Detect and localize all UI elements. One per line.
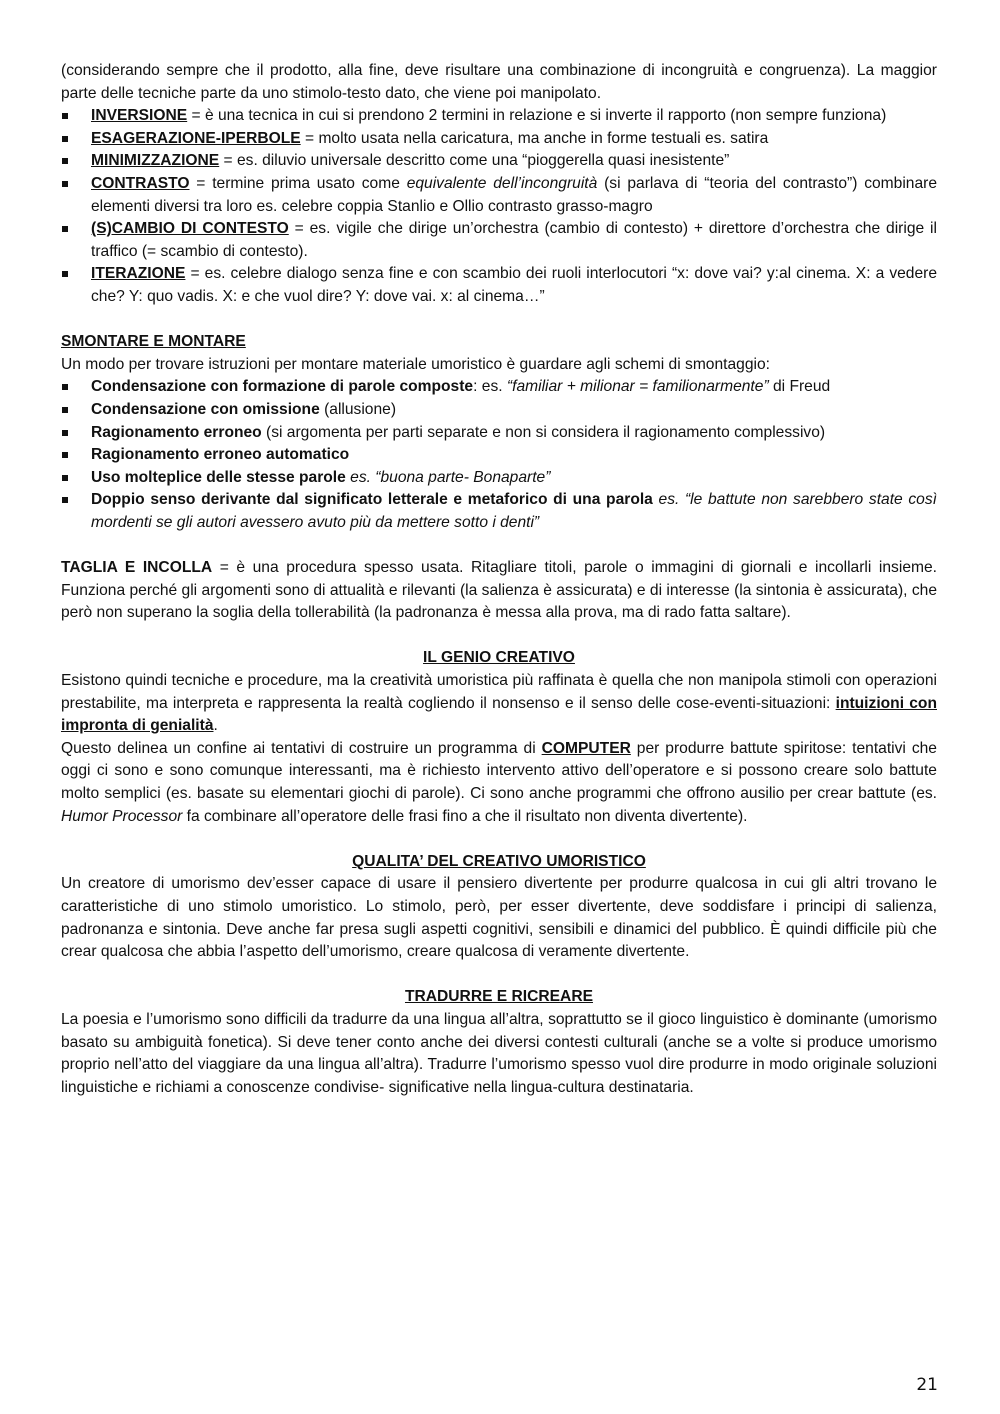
section-heading-tradurre: [61, 986, 937, 1009]
computer-emphasis: COMPUTER: [541, 739, 631, 757]
heading-text: TRADURRE E RICREARE: [404, 988, 593, 1006]
smontare-list: [61, 376, 937, 534]
genio-paragraph-2: [61, 738, 937, 828]
list-item: [61, 173, 937, 218]
item-text: : es.: [473, 378, 507, 396]
intro-paragraph: (considerando sempre che il prodotto, alla fine, deve risultare una combinazione di incongruità e congruenza). La maggior parte delle tecniche parte da uno stimolo-testo dato, che viene poi manipolato.: [61, 62, 937, 102]
item-italic: es. “buona parte- Bonaparte”: [350, 468, 551, 486]
humor-processor-italic: Humor Processor: [61, 807, 183, 825]
list-item: [61, 263, 937, 308]
heading-text: SMONTARE E MONTARE: [61, 333, 246, 351]
item-text: di Freud: [768, 378, 831, 396]
item-text: = è una tecnica in cui si prendono 2 termini in relazione e si inverte il rapporto (non sempre funziona): [187, 107, 887, 125]
list-item: [61, 467, 937, 490]
item-text: (si parlava di “teoria del contrasto”) combinare elementi diversi tra loro es. celebre coppia Stanlio e Ollio contrasto grasso-magro: [91, 174, 938, 215]
item-text: = molto usata nella caricatura, ma anche in forme testuali es. satira: [300, 129, 769, 147]
section-heading-smontare: [61, 331, 937, 354]
term-iterazione: ITERAZIONE: [91, 265, 186, 283]
item-text: = es. diluvio universale descritto come una “pioggerella quasi inesistente”: [219, 152, 730, 170]
list-item: [61, 422, 937, 445]
spacer: [61, 828, 937, 851]
item-text: = es. vigile che dirige un’orchestra (cambio di contesto) + direttore d’orchestra che dirige il traffico (= scambio di contesto).: [91, 220, 937, 260]
taglia-term: TAGLIA E INCOLLA: [61, 559, 213, 577]
item-text: (allusione): [319, 400, 397, 418]
techniques-list: [61, 105, 937, 308]
item-text: = es. celebre dialogo senza fine e con scambio dei ruoli interlocutori “x: dove vai? y:al cinema. X: a vedere che? Y: quo vadis. X: e che vuol dire? Y: dove vai. x: al cinema…”: [91, 265, 937, 305]
section-heading-genio: [61, 647, 937, 670]
term-inversione: INVERSIONE: [91, 107, 188, 125]
list-item: [61, 399, 937, 422]
item-bold: Uso molteplice delle stesse parole: [91, 468, 346, 486]
list-item: [61, 376, 937, 399]
smontare-intro: Un modo per trovare istruzioni per montare materiale umoristico è guardare agli schemi di smontaggio:: [61, 355, 770, 373]
page-number: 21: [916, 1375, 938, 1395]
spacer: [61, 534, 937, 557]
paragraph-text: Questo delinea un confine ai tentativi di costruire un programma di: [61, 739, 542, 757]
item-bold: Condensazione con omissione: [91, 400, 320, 418]
tradurre-paragraph: La poesia e l’umorismo sono difficili da tradurre da una lingua all’altra, soprattutto se il gioco linguistico è dominante (umorismo basato su ambiguità fonetica). Si deve tener conto anche dei diversi contesti culturali (anche se a volte si produce umorismo proprio nell’atto del viaggiare da una lingua all’altra). Tradurre l’umorismo spesso vuol dire produrre in modo originale soluzioni linguistiche e richiami a conoscenze condivise- significative nella lingua-cultura destinataria.: [61, 1010, 937, 1096]
list-item: [61, 444, 937, 467]
heading-text: QUALITA’ DEL CREATIVO UMORISTICO: [352, 852, 646, 870]
term-minimizzazione: MINIMIZZAZIONE: [91, 152, 220, 170]
paragraph-text: = è una procedura spesso usata. Ritagliare titoli, parole o immagini di giornali e incollarli insieme. Funziona perché gli argomenti sono di attualità e rilevanti (la salienza è assicurata) e di interesse (la sintonia è assicurata), che però non superano la soglia della tollerabilità (la padronanza è messa alla prova, ma di rado fatta saltare).: [61, 559, 937, 622]
heading-text: IL GENIO CREATIVO: [423, 649, 575, 667]
spacer: [61, 625, 937, 648]
term-contrasto: CONTRASTO: [91, 174, 190, 192]
paragraph-text: .: [213, 717, 218, 735]
item-italic: equivalente dell’incongruità: [406, 174, 598, 192]
genio-paragraph-1: [61, 670, 937, 738]
qualita-paragraph: Un creatore di umorismo dev’esser capace di usare il pensiero divertente per produrre qualcosa in cui gli altri trovano le caratteristiche di uno stimolo umoristico. Lo stimolo, però, per esser divertente, deve soddisfare i principi di salienza, padronanza e sintonia. Deve anche far presa sugli aspetti cognitivi, sensibili e dinamici del pubblico. È quindi difficile più che crear qualcosa che abbia l’aspetto dell’umorismo, creare qualcosa di veramente divertente.: [61, 875, 937, 961]
paragraph-text: fa combinare all’operatore delle frasi fino a che il risultato non diventa divertente).: [182, 807, 748, 825]
item-text: (si argomenta per parti separate e non si considera il ragionamento complessivo): [261, 423, 826, 441]
item-italic: es. “le battute non sarebbero state così mordenti se gli autori avessero avuto più da mettere sotto i denti”: [91, 491, 937, 531]
taglia-paragraph: [61, 557, 937, 625]
item-text: = termine prima usato come: [189, 174, 407, 192]
spacer: [61, 309, 937, 332]
item-bold: Ragionamento erroneo: [91, 423, 262, 441]
list-item: [61, 105, 937, 128]
spacer: [61, 964, 937, 987]
section-heading-qualita: [61, 851, 937, 874]
list-item: [61, 128, 937, 151]
paragraph-text: Esistono quindi tecniche e procedure, ma la creatività umoristica più raffinata è quella che non manipola stimoli con operazioni prestabilite, ma interpreta e rappresenta la realtà cogliendo il nonsenso e il senso delle cose-eventi-situazioni:: [61, 672, 937, 712]
intuizioni-emphasis: intuizioni con impronta di genialità: [61, 694, 937, 735]
item-bold: Ragionamento erroneo automatico: [91, 446, 350, 464]
list-item: [61, 150, 937, 173]
list-item: [61, 218, 937, 263]
paragraph-text: per produrre battute spiritose: tentativi che oggi ci sono e sono comunque interessanti, ma è richiesto intervento attivo dell’operatore e si possono creare solo battute molto semplici (es. basate su elementari giochi di parole). Ci sono anche programmi che offrono ausilio per crear battute (es.: [61, 739, 937, 802]
item-bold: Condensazione con formazione di parole composte: [91, 378, 474, 396]
term-esagerazione: ESAGERAZIONE-IPERBOLE: [91, 129, 301, 147]
list-item: [61, 489, 937, 534]
document-page: [61, 60, 937, 1099]
item-italic: “familiar + milionar = familionarmente”: [506, 378, 769, 396]
item-bold: Doppio senso derivante dal significato letterale e metaforico di una parola: [91, 491, 653, 509]
term-cambio-contesto: (S)CAMBIO DI CONTESTO: [91, 220, 289, 238]
